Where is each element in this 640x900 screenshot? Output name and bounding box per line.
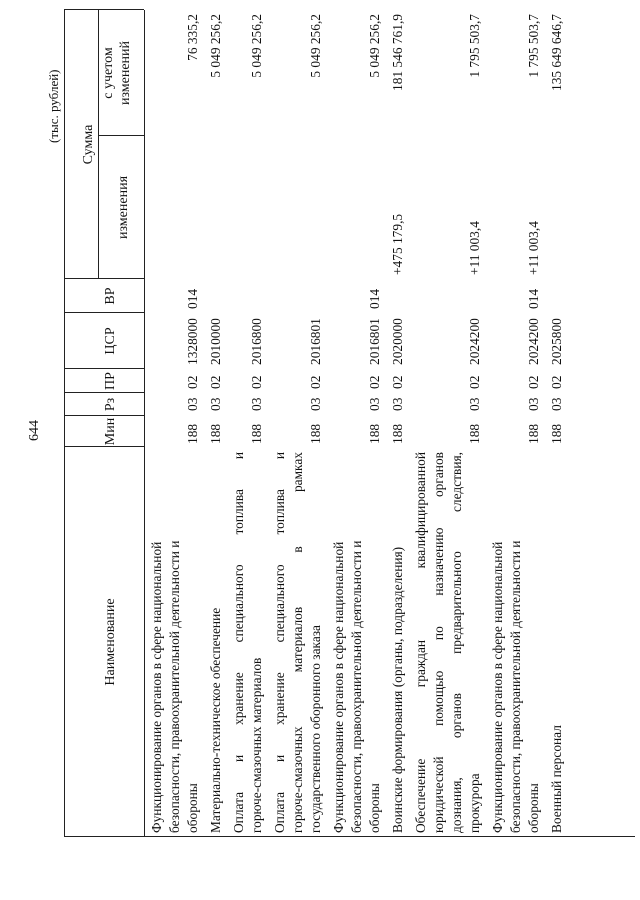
row-name-line: Военный персонал bbox=[549, 725, 564, 833]
cell-total: 181 546 761,9 bbox=[390, 14, 405, 91]
header-with-changes bbox=[100, 10, 134, 136]
row-name-line: обороны bbox=[367, 783, 382, 833]
cell-pr: 02 bbox=[549, 375, 564, 389]
header-column-border bbox=[64, 415, 144, 416]
row-name-line: юридической помощью по назначению органов bbox=[431, 452, 446, 833]
row-name bbox=[489, 452, 543, 833]
cell-pr: 02 bbox=[208, 375, 223, 389]
row-name bbox=[389, 452, 407, 833]
cell-pr: 02 bbox=[526, 375, 541, 389]
header-with-changes-line1: с учетом bbox=[101, 47, 116, 99]
row-name-line: безопасности, правоохранительной деятельности и bbox=[167, 540, 182, 833]
cell-pr: 02 bbox=[467, 375, 482, 389]
row-name-line: безопасности, правоохранительной деятельности и bbox=[349, 540, 364, 833]
cell-vr: 014 bbox=[526, 288, 541, 309]
header-column-border bbox=[64, 836, 144, 837]
cell-pr: 02 bbox=[185, 375, 200, 389]
cell-csr: 2016801 bbox=[308, 318, 323, 365]
table-top-border bbox=[64, 10, 65, 837]
cell-rz: 03 bbox=[467, 397, 482, 411]
row-name-line: обороны bbox=[526, 783, 541, 833]
cell-rz: 03 bbox=[526, 397, 541, 411]
cell-rz: 03 bbox=[185, 397, 200, 411]
cell-rz: 03 bbox=[308, 397, 323, 411]
cell-min: 188 bbox=[249, 423, 264, 444]
cell-csr: 2024200 bbox=[467, 318, 482, 365]
cell-rz: 03 bbox=[367, 397, 382, 411]
cell-csr: 2016801 bbox=[367, 318, 382, 365]
row-name-line: Функционирование органов в сфере национальной bbox=[149, 541, 164, 833]
cell-vr: 014 bbox=[185, 288, 200, 309]
cell-total: 5 049 256,2 bbox=[308, 14, 323, 78]
cell-csr: 2024200 bbox=[526, 318, 541, 365]
cell-pr: 02 bbox=[249, 375, 264, 389]
row-name-line: горюче-смазочных материалов в рамках bbox=[290, 452, 305, 833]
header-bottom-border bbox=[144, 10, 145, 837]
row-name bbox=[412, 452, 484, 833]
cell-pr: 02 bbox=[367, 375, 382, 389]
cell-min: 188 bbox=[390, 423, 405, 444]
cell-change: +475 179,5 bbox=[390, 213, 405, 275]
header-column-border bbox=[64, 368, 144, 369]
row-name-line: горюче-смазочных материалов bbox=[249, 657, 264, 833]
cell-total: 135 649 646,7 bbox=[549, 14, 564, 91]
cell-min: 188 bbox=[367, 423, 382, 444]
cell-min: 188 bbox=[185, 423, 200, 444]
cell-min: 188 bbox=[208, 423, 223, 444]
row-name bbox=[148, 452, 202, 833]
cell-csr: 1328000 bbox=[185, 318, 200, 365]
header-column-border bbox=[64, 278, 144, 279]
row-name-line: Оплата и хранение специального топлива и bbox=[231, 452, 246, 833]
header-rz: Рз bbox=[103, 397, 118, 412]
row-name-line: Материально-техническое обеспечение bbox=[208, 607, 223, 833]
cell-rz: 03 bbox=[390, 397, 405, 411]
cell-total: 76 335,2 bbox=[185, 14, 200, 61]
header-sum: Сумма bbox=[81, 124, 96, 165]
cell-vr: 014 bbox=[367, 288, 382, 309]
header-column-border bbox=[64, 392, 144, 393]
cell-change: +11 003,4 bbox=[526, 221, 541, 275]
row-name-line: Обеспечение граждан квалифицированной bbox=[413, 452, 428, 833]
cell-change: +11 003,4 bbox=[467, 221, 482, 275]
row-name-line: Воинские формирования (органы, подразделения) bbox=[390, 546, 405, 833]
row-name bbox=[330, 452, 384, 833]
cell-rz: 03 bbox=[249, 397, 264, 411]
header-column-border bbox=[98, 135, 144, 136]
cell-total: 5 049 256,2 bbox=[367, 14, 382, 78]
cell-pr: 02 bbox=[308, 375, 323, 389]
header-column-border bbox=[64, 312, 144, 313]
cell-total: 5 049 256,2 bbox=[208, 14, 223, 78]
cell-csr: 2010000 bbox=[208, 318, 223, 365]
row-name bbox=[207, 452, 225, 833]
row-name-line: Функционирование органов в сфере национальной bbox=[490, 541, 505, 833]
row-name-line: Функционирование органов в сфере национальной bbox=[331, 541, 346, 833]
header-name: Наименование bbox=[103, 598, 118, 686]
row-name-line: безопасности, правоохранительной деятельности и bbox=[508, 540, 523, 833]
header-pr: ПР bbox=[103, 372, 118, 390]
page-number: 644 bbox=[27, 420, 42, 441]
cell-csr: 2020000 bbox=[390, 318, 405, 365]
cell-total: 1 795 503,7 bbox=[526, 14, 541, 78]
row-name-line: прокурора bbox=[467, 773, 482, 833]
cell-csr: 2016800 bbox=[249, 318, 264, 365]
cell-rz: 03 bbox=[208, 397, 223, 411]
cell-csr: 2025800 bbox=[549, 318, 564, 365]
row-name-line: обороны bbox=[185, 783, 200, 833]
cell-total: 1 795 503,7 bbox=[467, 14, 482, 78]
row-name-line: государственного оборонного заказа bbox=[308, 624, 323, 833]
row-name bbox=[548, 452, 566, 833]
header-column-border bbox=[64, 446, 144, 447]
cell-min: 188 bbox=[526, 423, 541, 444]
row-name-line: дознания, органов предварительного следствия, bbox=[449, 452, 464, 833]
header-with-changes-line2: изменений bbox=[118, 40, 133, 106]
cell-min: 188 bbox=[549, 423, 564, 444]
cell-rz: 03 bbox=[549, 397, 564, 411]
cell-pr: 02 bbox=[390, 375, 405, 389]
header-column-border bbox=[64, 9, 144, 10]
header-vr: ВР bbox=[103, 287, 118, 305]
row-name-line: Оплата и хранение специального топлива и bbox=[272, 452, 287, 833]
cell-min: 188 bbox=[467, 423, 482, 444]
row-name bbox=[230, 452, 266, 833]
row-name bbox=[271, 452, 325, 833]
header-csr: ЦСР bbox=[103, 327, 118, 355]
cell-total: 5 049 256,2 bbox=[249, 14, 264, 78]
header-changes: изменения bbox=[116, 175, 131, 240]
units-label: (тыс. рублей) bbox=[46, 69, 61, 143]
header-min: Мин bbox=[103, 417, 118, 446]
sum-subheader-border bbox=[98, 10, 99, 279]
cell-min: 188 bbox=[308, 423, 323, 444]
table-left-border bbox=[144, 836, 635, 837]
